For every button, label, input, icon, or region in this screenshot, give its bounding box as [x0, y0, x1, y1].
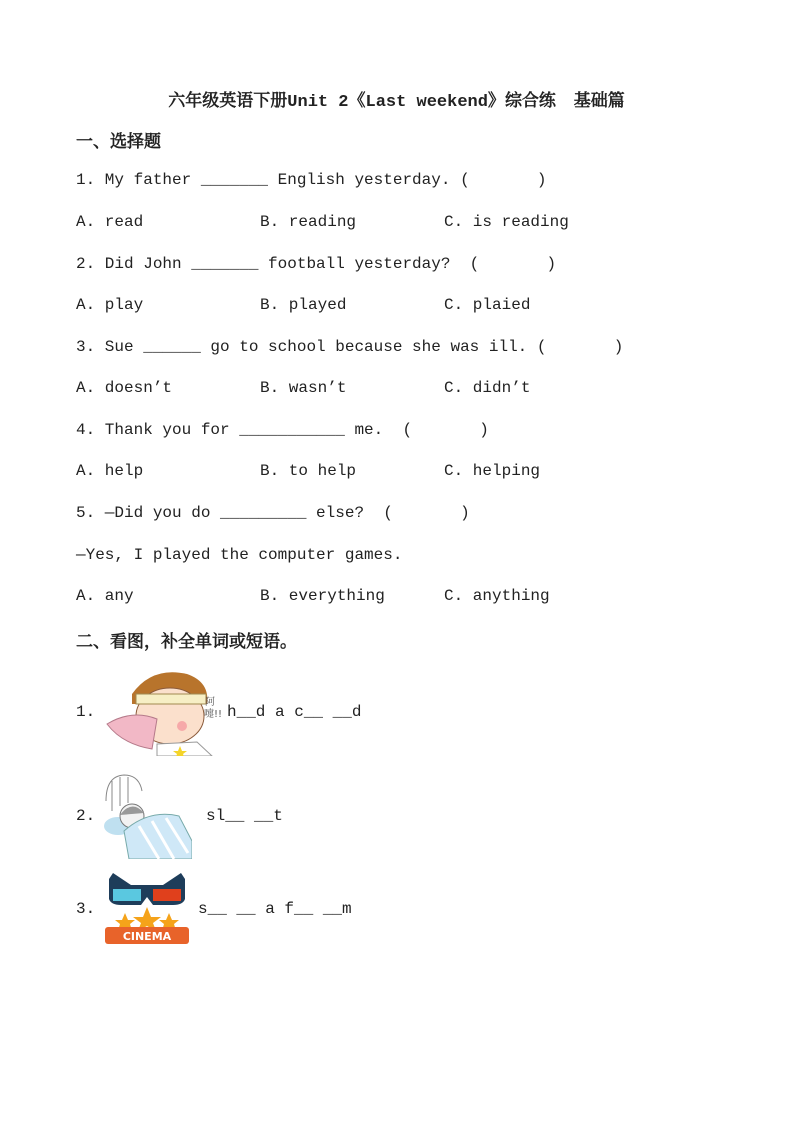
question-response: —Yes, I played the computer games.: [76, 546, 403, 564]
word-blank: h__d a c__ __d: [227, 703, 362, 721]
word-blank: s__ __ a f__ __m: [198, 900, 352, 918]
option-c: C. is reading: [444, 213, 569, 231]
option-a: A. play: [76, 296, 144, 314]
girl-in-bed-picture: [104, 771, 192, 859]
option-c: C. plaied: [444, 296, 531, 314]
option-b: B. played: [260, 296, 347, 314]
option-c: C. anything: [444, 587, 550, 605]
question-stem: 3. Sue ______ go to school because she was ill. ( ): [76, 338, 624, 356]
cinema-picture: [103, 871, 191, 945]
page-title: [0, 86, 793, 112]
title-cn-suffix: 综合练 基础篇: [504, 91, 625, 111]
option-a: A. read: [76, 213, 144, 231]
sneeze-sound-text: 阿嚏!!: [204, 697, 223, 720]
option-a: A. any: [76, 587, 134, 605]
question-stem: 4. Thank you for ___________ me. ( ): [76, 421, 489, 439]
question-stem: 1. My father _______ English yesterday. ( ): [76, 171, 547, 189]
option-b: B. reading: [260, 213, 357, 231]
section-heading-choice: 一、选择题: [76, 132, 161, 152]
item-number: 3.: [76, 900, 96, 918]
option-b: B. everything: [260, 587, 385, 605]
section-heading-picture: 二、看图，补全单词或短语。: [76, 632, 297, 652]
option-a: A. doesn’t: [76, 379, 173, 397]
question-stem: 2. Did John _______ football yesterday? ( ): [76, 255, 557, 273]
question-stem: 5. —Did you do _________ else? ( ): [76, 504, 470, 522]
option-a: A. help: [76, 462, 144, 480]
cinema-sign-text: CINEMA: [122, 930, 172, 943]
title-cn-prefix: 六年级英语下册: [168, 91, 288, 111]
title-unit: Unit 2《Last weekend》: [287, 93, 505, 112]
option-b: B. wasn’t: [260, 379, 347, 397]
item-number: 1.: [76, 703, 96, 721]
option-c: C. helping: [444, 462, 541, 480]
option-b: B. to help: [260, 462, 357, 480]
item-number: 2.: [76, 807, 96, 825]
option-c: C. didn’t: [444, 379, 531, 397]
word-blank: sl__ __t: [206, 807, 283, 825]
